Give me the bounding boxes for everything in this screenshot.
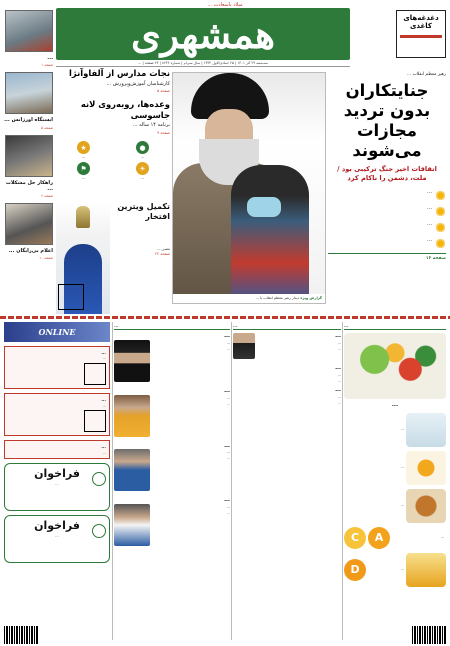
story-body: ... bbox=[226, 505, 230, 509]
story-body: ... bbox=[226, 340, 230, 345]
barcode-icon bbox=[412, 626, 446, 644]
call-title: فراخوان bbox=[34, 467, 80, 481]
column-divider bbox=[231, 322, 232, 640]
story-ref: ... bbox=[337, 378, 341, 383]
bottom-news-column-2 bbox=[114, 322, 230, 646]
story-ref: ... bbox=[226, 401, 230, 406]
story-portrait bbox=[114, 504, 150, 546]
story-ref: ... bbox=[226, 511, 230, 516]
ad-title: ... bbox=[101, 397, 106, 403]
qr-code-icon[interactable] bbox=[58, 284, 84, 310]
story-portrait bbox=[233, 333, 255, 359]
left-thumb-column bbox=[3, 10, 53, 265]
story-ref: ... bbox=[337, 400, 341, 405]
lead-subheadline[interactable]: اتفاقات اخیر جنگ ترکیبی بود / ملت، دشمن را ناکام کرد bbox=[337, 165, 437, 183]
section-bar bbox=[114, 322, 230, 330]
lead-bullet bbox=[328, 221, 446, 233]
vegetables-illustration bbox=[344, 333, 446, 399]
food-text: ... bbox=[400, 427, 404, 432]
food-text: ... bbox=[440, 535, 444, 540]
football-body: مسی ... bbox=[156, 246, 170, 251]
ad-box[interactable] bbox=[4, 346, 110, 389]
food-row bbox=[344, 451, 446, 485]
newspaper-logo: همشهری bbox=[130, 11, 276, 57]
info-label-2: ... bbox=[81, 155, 86, 159]
thumb-caption-2[interactable]: ایستگاه اورژانس ... bbox=[4, 117, 53, 124]
health-headline[interactable]: ... bbox=[391, 402, 399, 408]
corner-feature-title: دغدغه‌های کاغذی bbox=[403, 14, 439, 31]
story-headline[interactable]: ... bbox=[224, 442, 230, 449]
corner-feature-box[interactable] bbox=[396, 10, 446, 58]
ad-title: ... bbox=[101, 350, 106, 355]
story[interactable] bbox=[114, 388, 230, 439]
lead-bullet-text: ... bbox=[427, 237, 432, 243]
star-icon: ★ bbox=[77, 141, 90, 154]
sun-bullet-icon bbox=[435, 190, 446, 201]
story[interactable] bbox=[114, 497, 230, 548]
lead-kicker: رهبر معظم انقلاب ... bbox=[407, 72, 446, 77]
story-ref: ... bbox=[337, 346, 341, 351]
qr-code-icon[interactable] bbox=[84, 363, 106, 385]
lead-bullets bbox=[328, 189, 446, 249]
headline-schools[interactable]: نجات مدارس از آلفاوآنژا bbox=[69, 68, 170, 78]
barcode-icon bbox=[4, 626, 38, 644]
thumb-photo-2[interactable] bbox=[5, 72, 53, 114]
story-headline[interactable]: ... bbox=[335, 365, 341, 371]
section-label: ... bbox=[233, 323, 238, 328]
story-headline[interactable]: ... bbox=[224, 497, 230, 504]
ad-title: ... bbox=[101, 444, 106, 450]
lead-bullet bbox=[328, 205, 446, 217]
story-body: ... bbox=[337, 394, 341, 399]
thumb-caption-4[interactable]: اعلام بی‌رایگان ... bbox=[8, 248, 53, 254]
lead-story-column bbox=[328, 72, 446, 261]
call-body: ... bbox=[55, 482, 59, 487]
sun-icon: ☀ bbox=[136, 162, 149, 175]
ad-body: ... bbox=[102, 356, 106, 361]
main-photo[interactable] bbox=[172, 72, 326, 304]
story[interactable] bbox=[114, 443, 230, 494]
story-body: ... bbox=[226, 450, 230, 455]
call-box[interactable] bbox=[4, 515, 110, 563]
ad-box[interactable] bbox=[4, 440, 110, 459]
egg-icon bbox=[406, 451, 446, 485]
info-item-1 bbox=[115, 141, 170, 159]
thumb-caption-1[interactable]: ... bbox=[47, 55, 53, 61]
thumb-tag-3: صفحه ۶ bbox=[41, 194, 53, 198]
lead-more-link[interactable]: صفحه ۱۶ bbox=[328, 253, 446, 261]
lead-bullet-text: ... bbox=[427, 221, 432, 227]
bottom-news-column-3 bbox=[233, 322, 341, 646]
story[interactable] bbox=[233, 365, 341, 383]
thumb-photo-4[interactable] bbox=[5, 203, 53, 245]
online-banner[interactable] bbox=[4, 322, 110, 342]
ad-box[interactable] bbox=[4, 393, 110, 436]
call-box[interactable] bbox=[4, 463, 110, 511]
thumb-tag-4: صفحه ۱۰ bbox=[39, 256, 53, 261]
thumb-tag-1: صفحه ۱ bbox=[41, 63, 53, 68]
sun-bullet-icon bbox=[435, 238, 446, 249]
lead-bullet bbox=[328, 189, 446, 201]
story-portrait bbox=[114, 449, 150, 491]
vitamin-d-icon: D bbox=[344, 559, 366, 581]
section-label: ... bbox=[114, 323, 119, 328]
info-item-3 bbox=[115, 162, 170, 180]
masthead bbox=[56, 8, 350, 60]
story-headline[interactable]: ... bbox=[224, 387, 230, 394]
thumb-photo-3[interactable] bbox=[5, 135, 53, 177]
thumb-caption-3[interactable]: راهکار حل مشکلات ... bbox=[5, 179, 53, 192]
middle-news-column bbox=[56, 68, 170, 181]
info-item-4 bbox=[56, 162, 111, 180]
food-row bbox=[344, 553, 446, 587]
story-headline[interactable]: ... bbox=[224, 333, 230, 339]
food-text: ... bbox=[400, 503, 404, 508]
photo-caption-text: دیدار رهبر معظم انقلاب با ... bbox=[255, 296, 300, 301]
lead-bullet-text: ... bbox=[427, 205, 432, 211]
vitamin-a-icon: A bbox=[368, 527, 390, 549]
thumb-photo-1[interactable] bbox=[5, 10, 53, 52]
lead-bullet-text: ... bbox=[427, 189, 432, 195]
top-slogan: میلاد باسعادت ... bbox=[207, 2, 243, 8]
ads-column bbox=[4, 322, 110, 646]
pin-icon: ● bbox=[136, 141, 149, 154]
qr-code-icon[interactable] bbox=[84, 410, 106, 432]
photo-child-mask bbox=[247, 197, 281, 217]
flag-icon: ⚑ bbox=[77, 162, 90, 175]
section-bar bbox=[344, 322, 446, 330]
lead-bullet bbox=[328, 237, 446, 249]
story[interactable] bbox=[233, 333, 341, 361]
sun-bullet-icon bbox=[435, 222, 446, 233]
lead-headline[interactable]: جنایتکاران بدون تردید مجازات می‌شوند bbox=[343, 80, 431, 161]
story-ref: ... bbox=[226, 456, 230, 461]
food-row bbox=[344, 413, 446, 447]
story-body: ... bbox=[337, 372, 341, 377]
vitamin-c-icon: C bbox=[344, 527, 366, 549]
section-label: ... bbox=[344, 323, 349, 328]
story-body: ... bbox=[337, 340, 341, 345]
food-row bbox=[344, 527, 446, 549]
story-ref: ... bbox=[226, 346, 230, 351]
story-headline[interactable]: ... bbox=[335, 386, 341, 393]
info-item-2 bbox=[56, 141, 111, 159]
water-glass-icon bbox=[406, 413, 446, 447]
headline-embassy[interactable]: وعده‌ها، روبه‌روی لانه جاسوسی bbox=[80, 99, 170, 120]
corner-accent-bar bbox=[400, 35, 442, 38]
online-banner-text: ONLINE bbox=[38, 327, 76, 337]
call-title: فراخوان bbox=[34, 519, 80, 533]
story[interactable] bbox=[233, 387, 341, 405]
photo-caption-label: گزارش ویژه bbox=[300, 296, 322, 301]
food-row bbox=[344, 489, 446, 523]
column-divider bbox=[342, 322, 343, 640]
tag-embassy: صفحه ۹ bbox=[157, 130, 170, 135]
bowl-icon bbox=[406, 489, 446, 523]
info-label-4: ... bbox=[81, 176, 86, 181]
info-icon-grid bbox=[56, 141, 170, 181]
football-headline[interactable]: تکمیل ویترین افتخار bbox=[117, 202, 170, 222]
photo-child bbox=[231, 165, 309, 304]
fold-divider bbox=[0, 316, 450, 319]
football-tag: صفحه ۲۴ bbox=[155, 251, 170, 257]
story-portrait bbox=[114, 395, 150, 437]
food-text: ... bbox=[400, 465, 404, 470]
health-column bbox=[344, 322, 446, 646]
call-body: ... bbox=[55, 534, 59, 539]
story-body: ... bbox=[226, 395, 230, 400]
story-portrait bbox=[114, 340, 150, 382]
thumb-tag-2: صفحه ۵ bbox=[41, 125, 53, 130]
sub-embassy: برنامه ۱۴ ساله ... bbox=[132, 122, 170, 129]
info-label-3: ... bbox=[140, 176, 145, 181]
trophy-icon bbox=[76, 206, 90, 228]
oil-bottle-icon bbox=[406, 553, 446, 587]
info-label-1: ... bbox=[140, 155, 145, 159]
column-divider bbox=[112, 322, 113, 640]
sub-schools: کارشناسان آموزش‌وپرورش ... bbox=[106, 80, 170, 87]
sun-bullet-icon bbox=[435, 206, 446, 217]
food-text: ... bbox=[400, 567, 404, 572]
story-headline[interactable]: ... bbox=[335, 333, 341, 339]
ad-body: ... bbox=[102, 403, 106, 408]
story[interactable] bbox=[114, 333, 230, 384]
ad-body: ... bbox=[102, 450, 106, 455]
photo-caption bbox=[173, 294, 325, 303]
football-text bbox=[110, 246, 170, 257]
issue-meta-line: سه‌شنبه ۲۹ آذر ۱۴۰۱ | ۲۵ جمادی‌الاول ۱۴۴۴ | سال سی‌ام | شماره ۸۶۳۶ | ۲۴ صفحه | ... bbox=[56, 61, 350, 67]
section-bar bbox=[233, 322, 341, 330]
tag-schools: صفحه ۵ bbox=[157, 88, 170, 94]
